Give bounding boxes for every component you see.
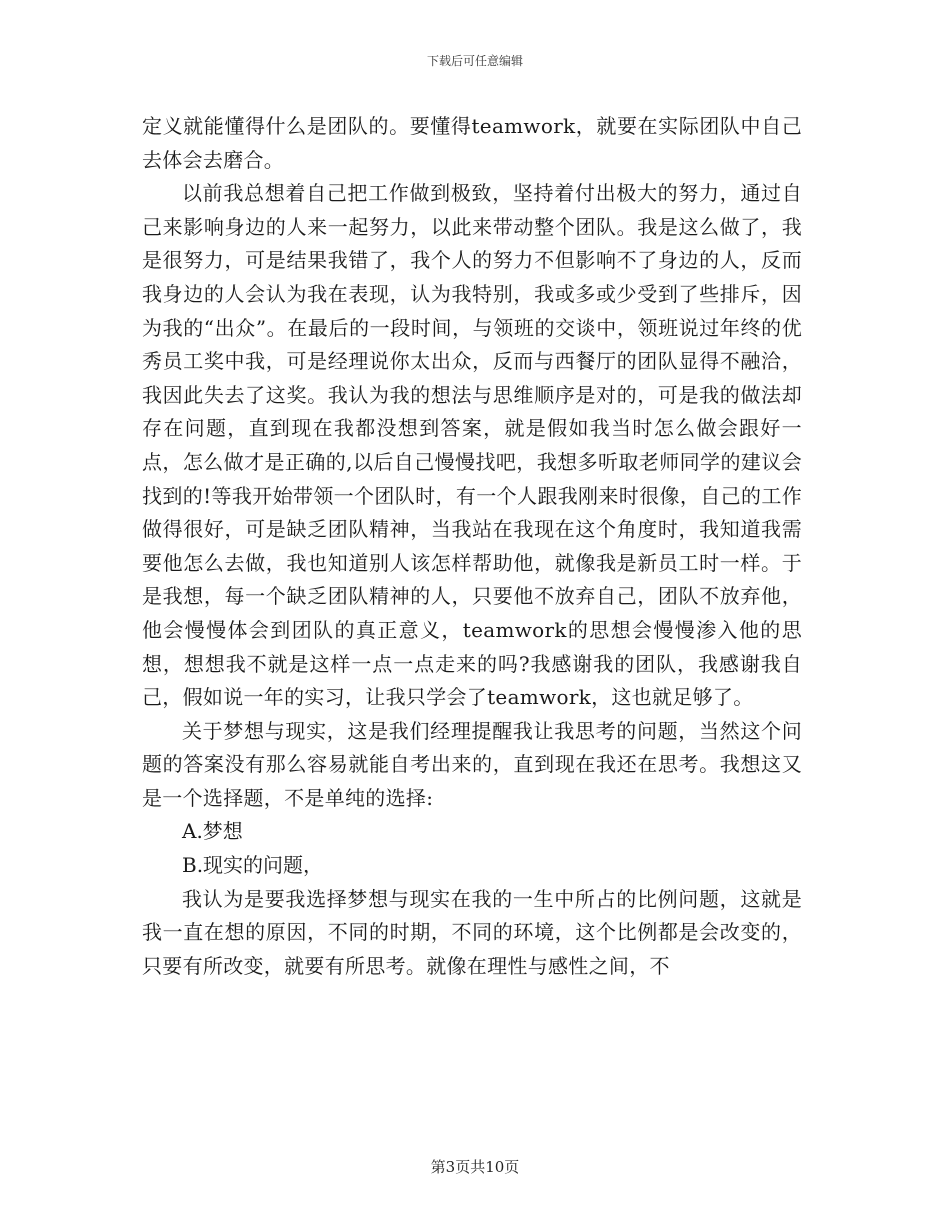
- page-number: 第3页共10页: [430, 1158, 520, 1176]
- page-header-note: 下载后可任意编辑: [426, 54, 523, 68]
- document-body: [142, 110, 802, 983]
- paragraph-teamwork: 以前我总想着自己把工作做到极致，坚持着付出极大的努力，通过自己来影响身边的人来一起努力，以此来带动整个团队。我是这么做了，我是很努力，可是结果我错了，我个人的努力不但影响不了身边的人，反而我身边的人会认为我在表现，认为我特别，我或多或少受到了些排斥，因为我的“出众”。在最后的一段时间，与领班的交谈中，领班说过年终的优秀员工奖中我，可是经理说你太出众，反而与西餐厅的团队显得不融洽，我因此失去了这奖。我认为我的想法与思维顺序是对的，可是我的做法却存在问题，直到现在我都没想到答案，就是假如我当时怎么做会跟好一点，怎么做才是正确的,以后自己慢慢找吧，我想多听取老师同学的建议会找到的!等我开始带领一个团队时，有一个人跟我刚来时很像，自己的工作做得很好，可是缺乏团队精神，当我站在我现在这个角度时，我知道我需要他怎么去做，我也知道别人该怎样帮助他，就像我是新员工时一样。于是我想，每一个缺乏团队精神的人，只要他不放弃自己，团队不放弃他，他会慢慢体会到团队的真正意义，teamwork的思想会慢慢渗入他的思想，想想我不就是这样一点一点走来的吗?我感谢我的团队，我感谢我自己，假如说一年的实习，让我只学会了teamwork，这也就足够了。: [142, 181, 802, 710]
- option-a: A.梦想: [182, 819, 243, 844]
- paragraph-continuation: 定义就能懂得什么是团队的。要懂得teamwork，就要在实际团队中自己去体会去磨合。: [142, 114, 802, 172]
- paragraph-ratio: 我认为是要我选择梦想与现实在我的一生中所占的比例问题，这就是我一直在想的原因，不同的时期，不同的环境，这个比例都是会改变的，只要有所改变，就要有所思考。就像在理性与感性之间，不: [142, 886, 802, 978]
- paragraph-dream-reality: 关于梦想与现实，这是我们经理提醒我让我思考的问题，当然这个问题的答案没有那么容易就能自考出来的，直到现在我还在思考。我想这又是一个选择题，不是单纯的选择:: [142, 718, 802, 810]
- option-b: B.现实的问题，: [182, 853, 324, 878]
